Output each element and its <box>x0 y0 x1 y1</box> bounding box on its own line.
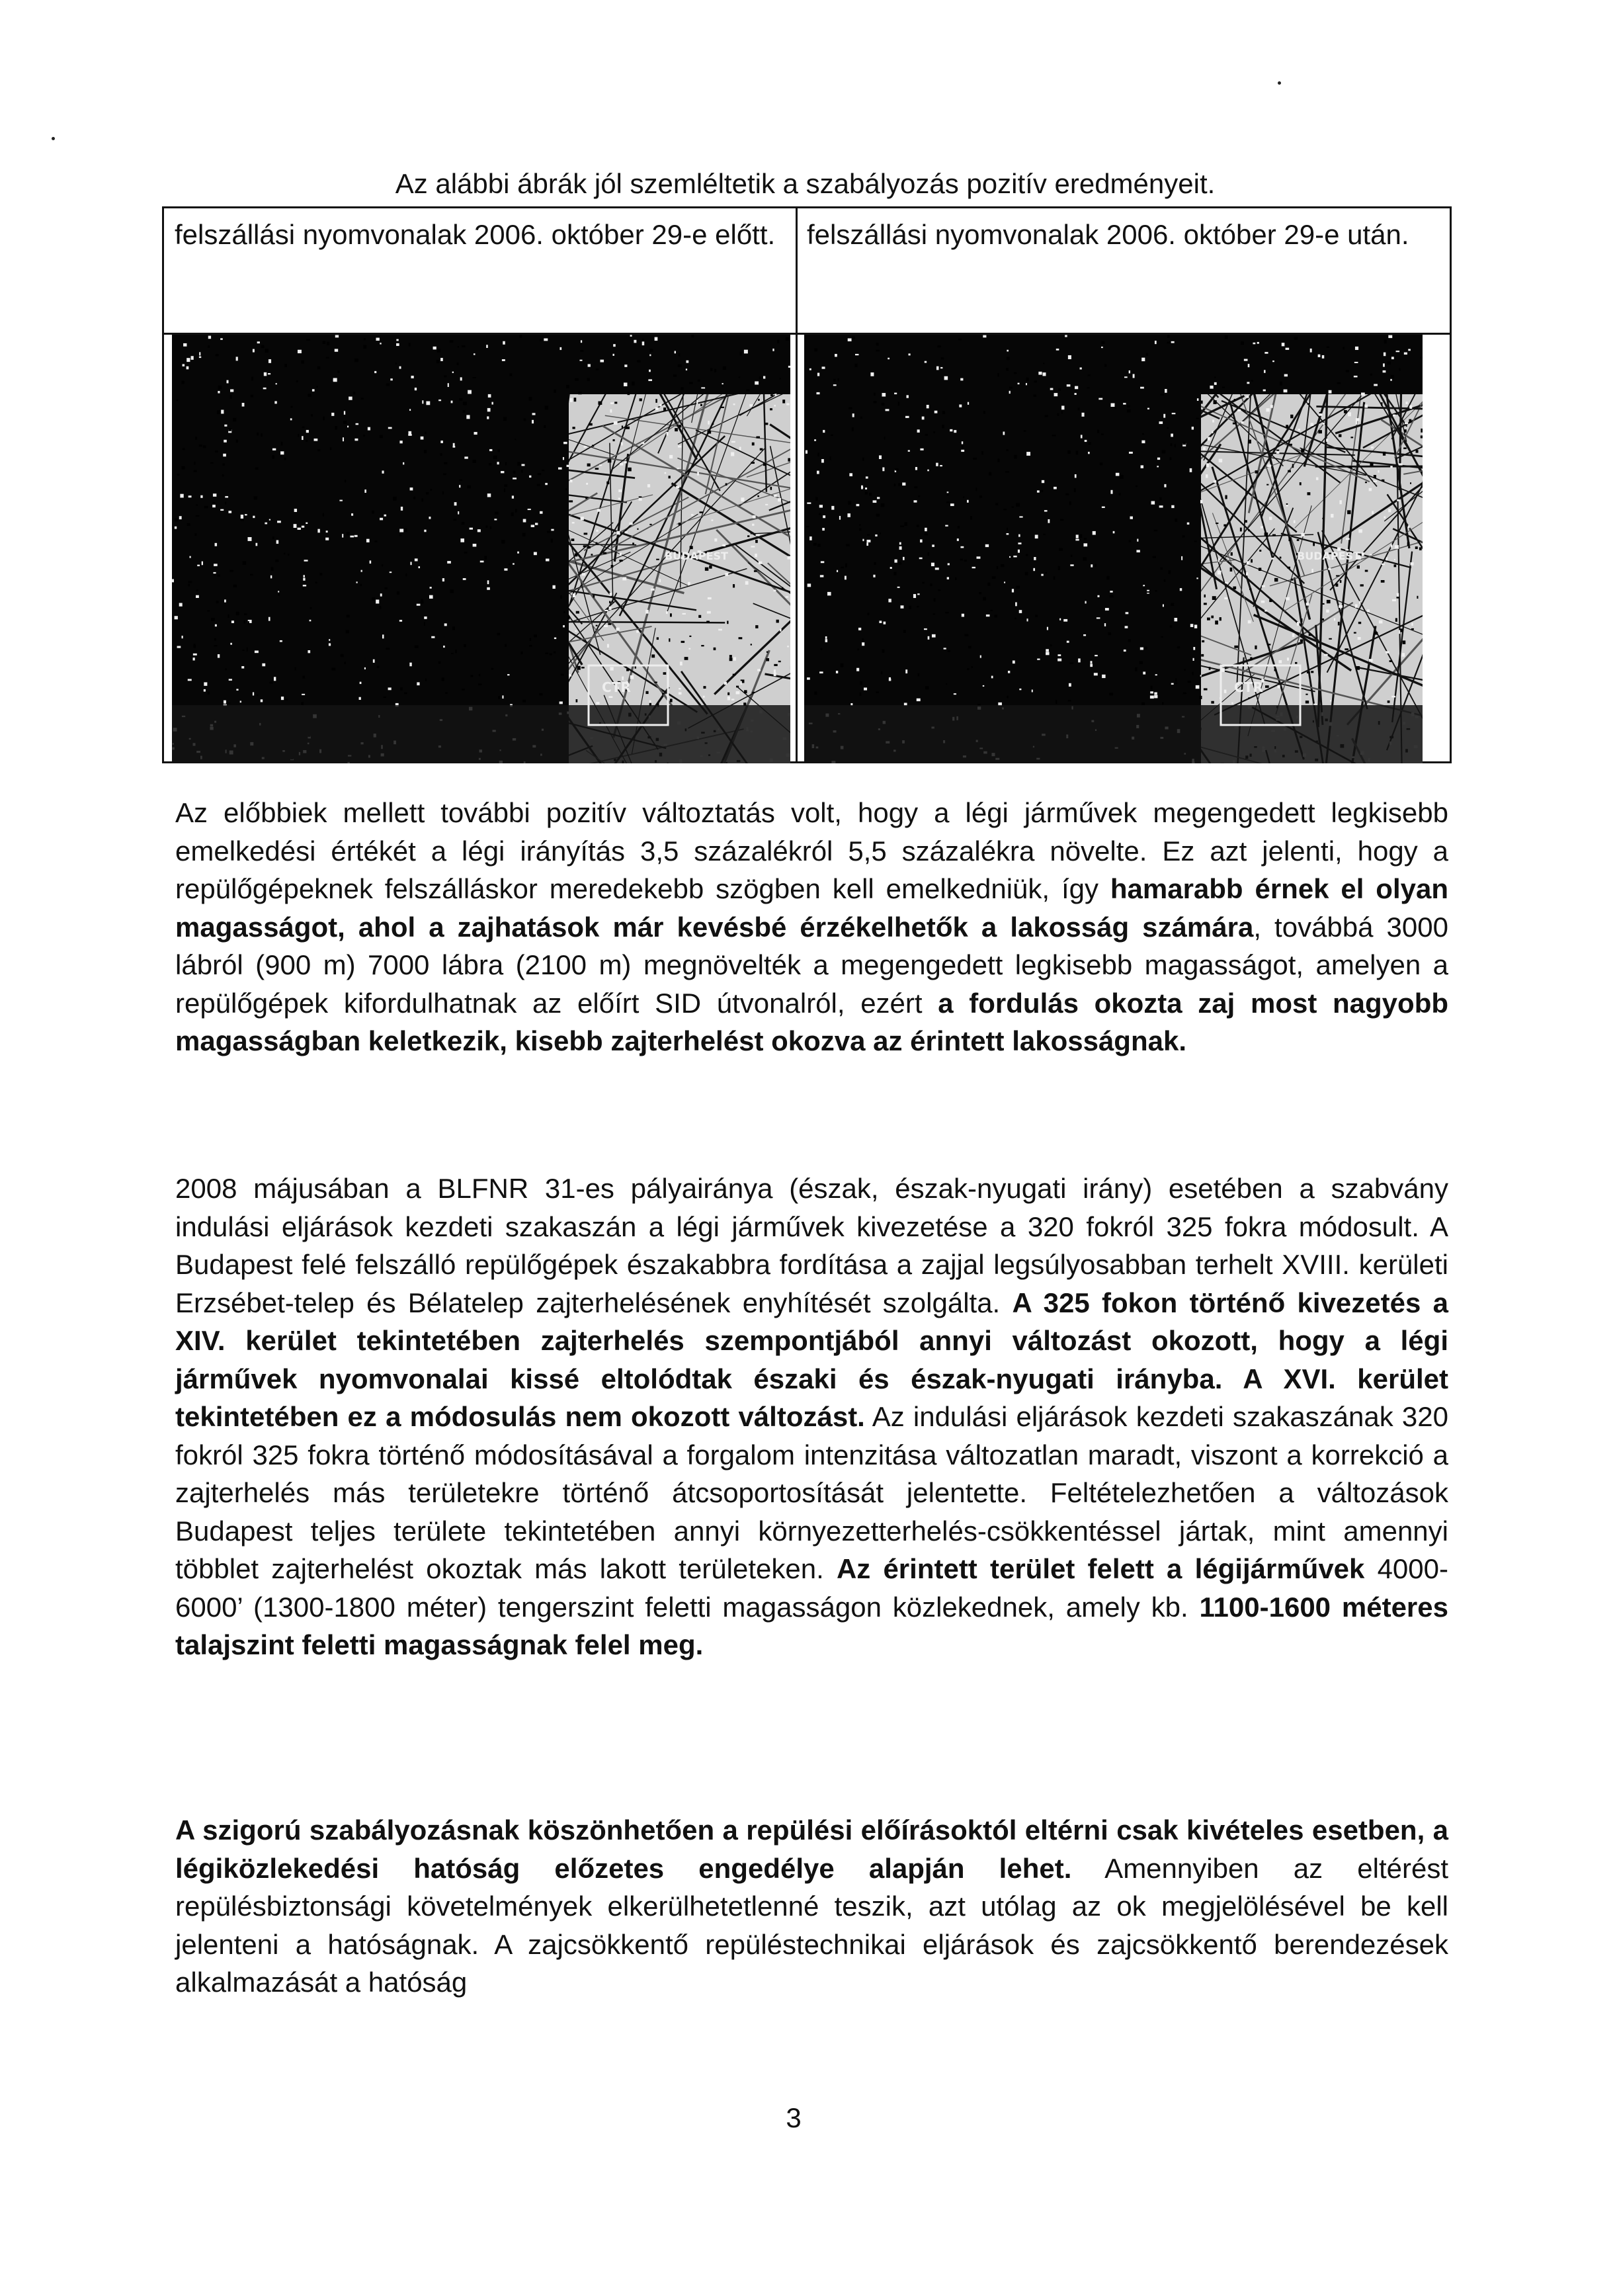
table-divider-vertical <box>796 208 798 761</box>
scan-speck <box>1278 81 1281 85</box>
bold-text-run: 1100-1600 méteres talajszint feletti magasságnak felel meg. <box>175 1591 1448 1660</box>
text-run: 2008 májusában a BLFNR 31-es pályairánya (észak, észak-nyugati irány) esetében a szabvány indulási eljárások kezdeti szakaszán a légi járművek kivezetése a 320 fokról 325 fokra módosult. A Budapest felé felszálló repülőgépek északabbra fordítása a zajjal legsúlyosabban terhelt XVIII. kerületi Erzsébet-telep és Bélatelep zajterhelésének enyhítését szolgálta. <box>175 1173 1448 1318</box>
map-label-budapest: BUDAPEST <box>1297 550 1360 562</box>
map-label-ctr: CTR <box>1234 679 1263 695</box>
text-run: , továbbá 3000 lábról (900 m) 7000 lábra (2100 m) megnövelték a megengedett legkisebb magasságot, amelyen a repülőgépek kifordulhatnak az előírt SID útvonalról, ezért <box>175 911 1448 1019</box>
figure-table <box>162 206 1452 763</box>
text-run: Az indulási eljárások kezdeti szakaszának 320 fokról 325 fokra történő módosításával a forgalom intenzitása változatlan maradt, viszont a korrekció a zajterhelés más területekre történő átcsoportosítását jelentette. Feltételezhetően a változások Budapest teljes területe tekintetében annyi környezetterhelés-csökkentéssel jártak, mint amennyi többlet zajterhelést okoztak más lakott területeken. <box>175 1401 1448 1584</box>
intro-sentence: Az alábbi ábrák jól szemléltetik a szabályozás pozitív eredményeit. <box>395 168 1216 199</box>
bold-text-run: A szigorú szabályozásnak köszönhetően a repülési előírásoktól eltérni csak kivételes esetben, a légiközlekedési hatóság előzetes engedélye alapján lehet. <box>175 1814 1448 1884</box>
paragraph-climb-gradient <box>175 794 1448 1060</box>
text-run: 4000-6000’ (1300-1800 méter) tengerszint feletti magasságon közlekednek, amely kb. <box>175 1553 1448 1623</box>
paragraph-regulation <box>175 1811 1448 2002</box>
scan-speck <box>52 137 55 140</box>
flight-track-map-after <box>804 335 1423 763</box>
flight-track-map-before <box>172 335 790 763</box>
caption-before: felszállási nyomvonalak 2006. október 29-e előtt. <box>175 219 776 250</box>
map-label-ctr: CTR <box>602 679 631 695</box>
bold-text-run: a fordulás okozta zaj most nagyobb magasságban keletkezik, kisebb zajterhelést okozva az érintett lakosságnak. <box>175 987 1449 1056</box>
bold-text-run: Az érintett terület felett a légijárművek <box>836 1553 1365 1584</box>
text-run: Az előbbiek mellett további pozitív változtatás volt, hogy a légi járművek megengedett legkisebb emelkedési értékét a légi irányítás 3,5 százalékról 5,5 százalékra növelte. Ez azt jelenti, hogy a repülőgépeknek felszálláskor meredekebb szögben kell emelkedniük, így <box>175 797 1448 904</box>
text-run: Amennyiben az eltérést repülésbiztonsági követelmények elkerülhetetlenné teszik, azt utólag az ok megjelölésével be kell jelenteni a hatóságnak. A zajcsökkentő repüléstechnikai eljárások és zajcsökkentő berendezések alkalmazását a hatóság <box>175 1852 1448 1998</box>
bold-text-run: A 325 fokon történő kivezetés a XIV. kerület tekintetében zajterhelés szempontjából annyi változást okozott, hogy a légi járművek nyomvonalai kissé eltolódtak északi és észak-nyugati irányba. A XVI. kerület tekintetében ez a módosulás nem okozott változást. <box>175 1287 1449 1432</box>
caption-after: felszállási nyomvonalak 2006. október 29-e után. <box>807 219 1409 250</box>
paragraph-departure-heading <box>175 1169 1448 1664</box>
map-label-budapest: BUDAPEST <box>665 550 728 562</box>
bold-text-run: hamarabb érnek el olyan magasságot, ahol a zajhatások már kevésbé érzékelhetők a lakosság számára <box>175 873 1448 943</box>
page-number: 3 <box>786 2102 802 2133</box>
